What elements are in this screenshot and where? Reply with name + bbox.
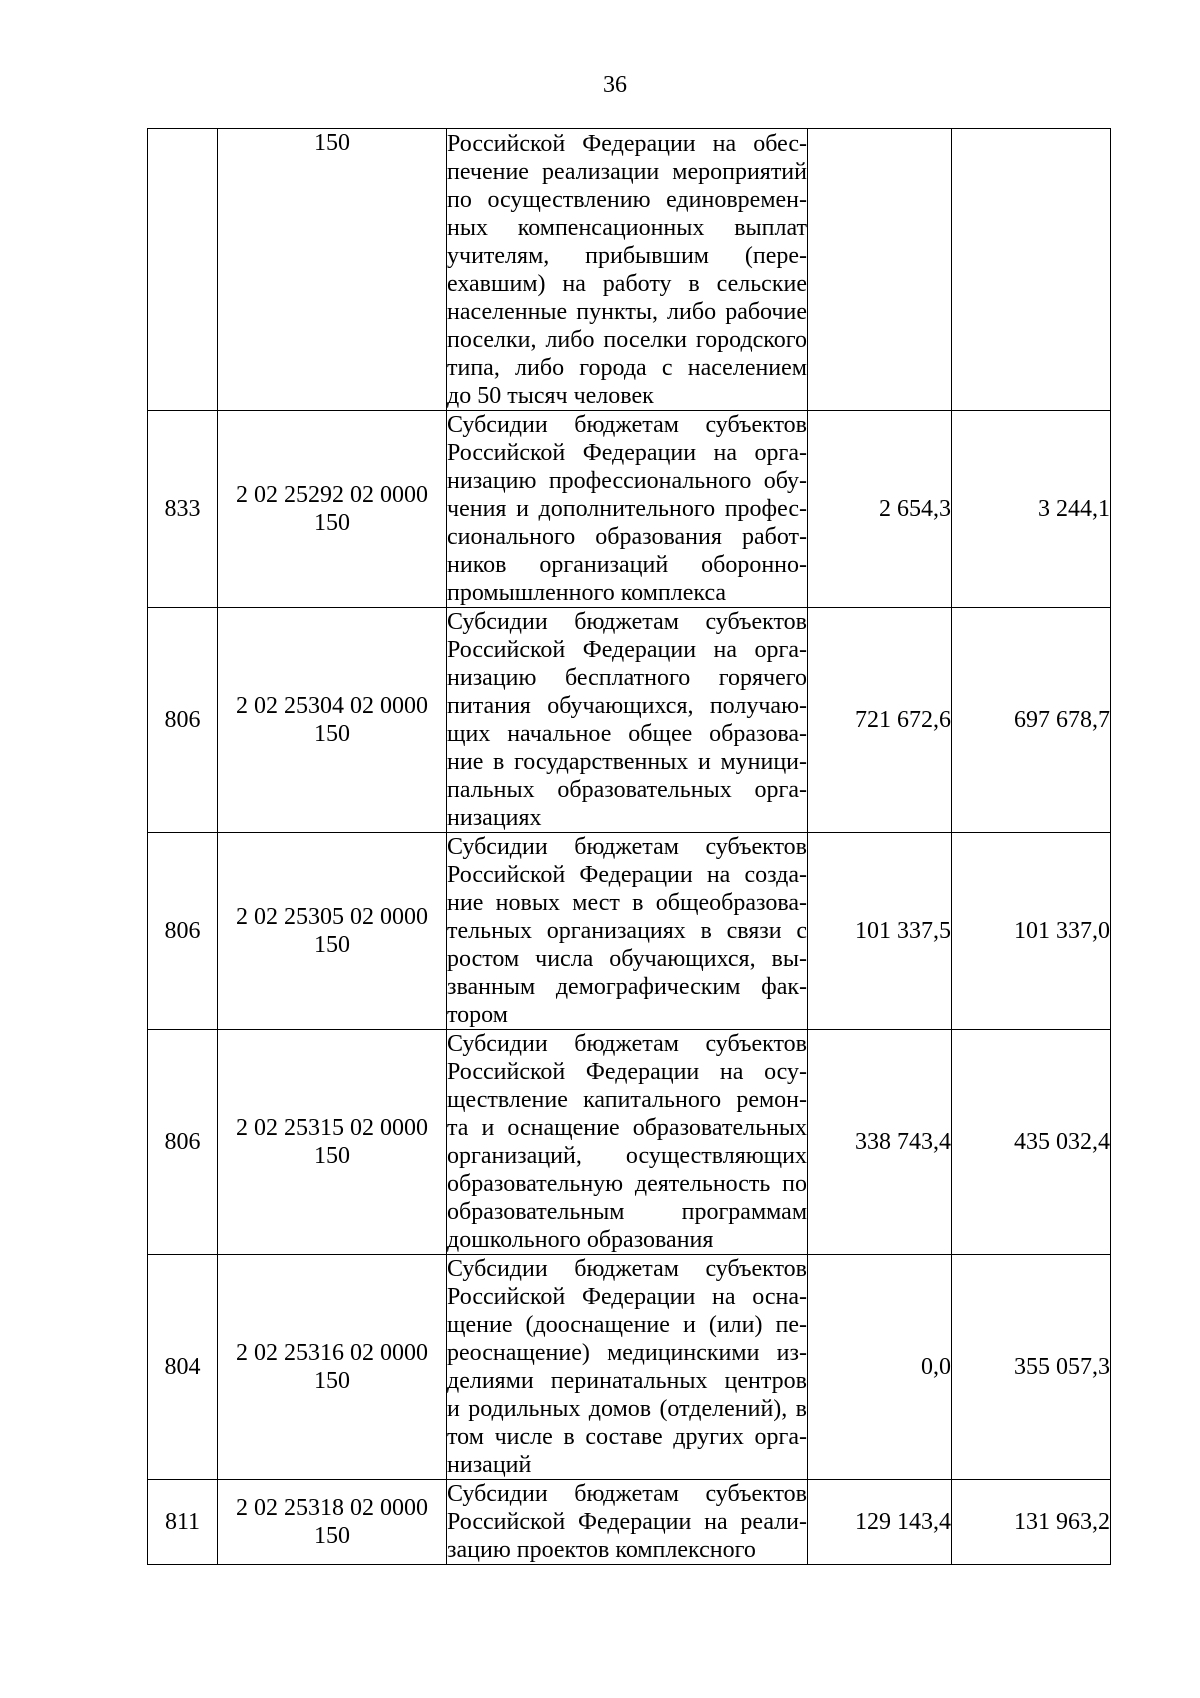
table-row [148,1480,1111,1565]
description-line: том числе в составе других орга- [447,1424,807,1450]
description-line: Российской Федерации на обес- [447,130,807,157]
description-line: до 50 тысяч человек [447,382,654,409]
description-cell [447,129,808,411]
table-row [148,1030,1111,1255]
admin-code-cell: 811 [148,1480,218,1565]
description-line: ние в государственных и муници- [447,749,807,775]
description-line: званным демографическим фак- [447,974,807,1000]
admin-code-cell [148,129,218,411]
description-cell [447,608,808,833]
description-line: ростом числа обучающихся, вы- [447,946,807,972]
description-cell [447,1480,808,1565]
description-line: низациях [447,805,542,831]
amount-year2-cell: 3 244,1 [952,411,1111,608]
description-line: Субсидии бюджетам субъектов [447,1256,807,1282]
budget-code-cell: 2 02 25305 02 0000 150 [218,833,447,1030]
description-line: Российской Федерации на реали- [447,1509,807,1535]
description-line: зацию проектов комплексного [447,1537,756,1563]
amount-year2-cell: 101 337,0 [952,833,1111,1030]
table-row [148,129,1111,411]
description-line: Субсидии бюджетам субъектов [447,1481,807,1507]
description-line: щих начальное общее образова- [447,721,807,747]
budget-code-cell: 2 02 25292 02 0000 150 [218,411,447,608]
description-line: Российской Федерации на орга- [447,440,807,466]
budget-code-cell: 150 [218,129,447,411]
description-line: типа, либо города с населением [447,354,807,381]
description-line: Субсидии бюджетам субъектов [447,1031,807,1057]
admin-code-cell: 806 [148,833,218,1030]
description-line: по осуществлению единовремен- [447,186,807,213]
budget-code-cell: 2 02 25304 02 0000 150 [218,608,447,833]
amount-year1-cell: 721 672,6 [808,608,952,833]
description-line: чения и дополнительного профес- [447,496,807,522]
description-cell [447,1030,808,1255]
amount-year2-cell [952,129,1111,411]
description-cell [447,1255,808,1480]
description-line: ных компенсационных выплат [447,214,807,241]
description-cell [447,833,808,1030]
description-line: Субсидии бюджетам субъектов [447,412,807,438]
description-line: дошкольного образования [447,1227,714,1253]
admin-code-cell: 806 [148,608,218,833]
amount-year1-cell: 129 143,4 [808,1480,952,1565]
amount-year1-cell: 0,0 [808,1255,952,1480]
description-line: низацию бесплатного горячего [447,665,807,691]
description-line: образовательную деятельность по [447,1171,807,1197]
description-line: поселки, либо поселки городского [447,326,807,353]
description-line: сионального образования работ- [447,524,807,550]
table-row [148,1255,1111,1480]
description-line: Российской Федерации на созда- [447,862,807,888]
description-line: промышленного комплекса [447,580,727,606]
description-line: ехавшим) на работу в сельские [447,270,807,297]
description-line: ников организаций оборонно- [447,552,807,578]
description-line: образовательным программам [447,1199,807,1225]
description-line: и родильных домов (отделений), в [447,1396,807,1422]
description-line: печение реализации мероприятий [447,158,807,185]
admin-code-cell: 804 [148,1255,218,1480]
description-line: населенные пункты, либо рабочие [447,298,807,325]
description-line: Российской Федерации на осна- [447,1284,807,1310]
budget-code-cell: 2 02 25315 02 0000 150 [218,1030,447,1255]
description-line: низаций [447,1452,532,1478]
amount-year1-cell [808,129,952,411]
description-line: низацию профессионального обу- [447,468,807,494]
description-line: тором [447,1002,508,1028]
amount-year2-cell: 435 032,4 [952,1030,1111,1255]
table-row [148,411,1111,608]
amount-year1-cell: 2 654,3 [808,411,952,608]
description-line: делиями перинатальных центров [447,1368,807,1394]
description-line: тельных организациях в связи с [447,918,807,944]
table-row [148,833,1111,1030]
description-line: Субсидии бюджетам субъектов [447,609,807,635]
amount-year2-cell: 697 678,7 [952,608,1111,833]
description-line: пальных образовательных орга- [447,777,807,803]
description-line: Российской Федерации на орга- [447,637,807,663]
admin-code-cell: 833 [148,411,218,608]
description-line: организаций, осуществляющих [447,1143,807,1169]
budget-code-cell: 2 02 25318 02 0000 150 [218,1480,447,1565]
amount-year2-cell: 355 057,3 [952,1255,1111,1480]
description-line: та и оснащение образовательных [447,1115,807,1141]
description-line: питания обучающихся, получаю- [447,693,807,719]
description-line: учителям, прибывшим (пере- [447,242,807,269]
description-line: Российской Федерации на осу- [447,1059,807,1085]
amount-year1-cell: 101 337,5 [808,833,952,1030]
table-row [148,608,1111,833]
description-line: Субсидии бюджетам субъектов [447,834,807,860]
page-number: 36 [603,72,627,98]
amount-year2-cell: 131 963,2 [952,1480,1111,1565]
description-line: реоснащение) медицинскими из- [447,1340,807,1366]
amount-year1-cell: 338 743,4 [808,1030,952,1255]
description-cell [447,411,808,608]
admin-code-cell: 806 [148,1030,218,1255]
table-body [148,129,1111,1565]
description-line: ществление капитального ремон- [447,1087,807,1113]
description-line: щение (дооснащение и (или) пе- [447,1312,807,1338]
description-line: ние новых мест в общеобразова- [447,890,807,916]
budget-code-cell: 2 02 25316 02 0000 150 [218,1255,447,1480]
budget-table [147,128,1111,1565]
